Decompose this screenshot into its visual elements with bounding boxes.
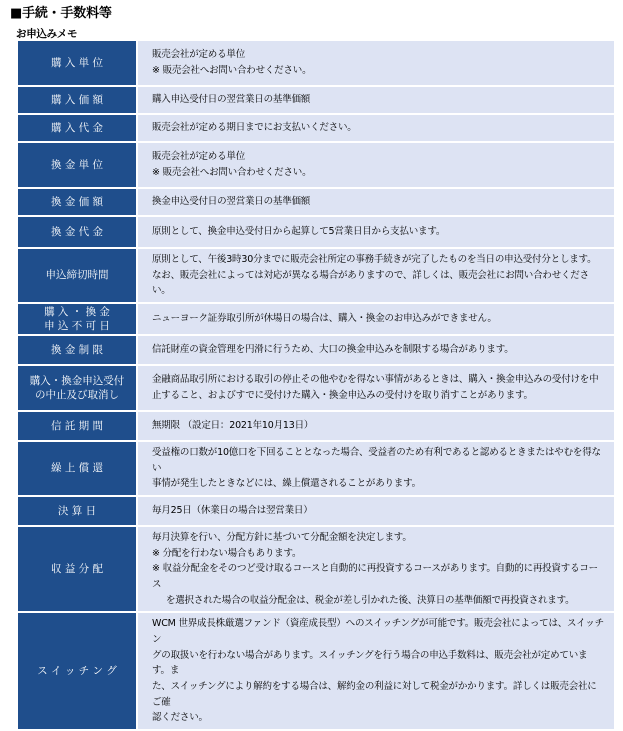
memo-row — [18, 249, 614, 302]
memo-value-line: 事情が発生したときなどには、繰上償還されることがあります。 — [152, 478, 421, 490]
memo-row-label: 購 入 代 金 — [18, 115, 138, 141]
memo-row — [18, 217, 614, 247]
memo-row-label: 購 入 価 額 — [18, 87, 138, 113]
memo-value-line: 販売会社が定める単位 — [152, 151, 246, 163]
memo-value-line: ※ 販売会社へお問い合わせください。 — [152, 167, 312, 178]
memo-value-line: ※ 分配を行わない場合もあります。 — [152, 547, 302, 559]
memo-row-label: 購入・換金申込受付 の中止及び取消し — [18, 366, 138, 410]
memo-row-value — [138, 143, 614, 187]
memo-value-line: 金融商品取引所における取引の停止その他やむを得ない事情があるときは、購入・換金申込みの受付けを中 — [152, 374, 599, 386]
memo-row-label: 決 算 日 — [18, 497, 138, 525]
memo-row-value — [138, 442, 614, 495]
memo-row — [18, 613, 614, 729]
memo-row-label: ス イ ッ チ ン グ — [18, 613, 138, 729]
memo-row — [18, 143, 614, 187]
memo-value-line: ニューヨーク証券取引所が休場日の場合は、購入・換金のお申込みができません。 — [152, 313, 497, 325]
memo-row-label: 購 入 単 位 — [18, 41, 138, 85]
memo-row-value — [138, 217, 614, 247]
memo-row-value — [138, 115, 614, 141]
memo-value-line: 換金申込受付日の翌営業日の基準価額 — [152, 196, 311, 208]
memo-value-line: ※ 収益分配金をそのつど受け取るコースと自動的に再投資するコースがあります。自動的に再投資するコース — [152, 563, 598, 591]
memo-row — [18, 497, 614, 525]
memo-row — [18, 412, 614, 440]
memo-row — [18, 115, 614, 141]
memo-row-label: 換 金 価 額 — [18, 189, 138, 215]
memo-row — [18, 336, 614, 364]
memo-row-value — [138, 527, 614, 611]
memo-row — [18, 304, 614, 334]
memo-row-label: 換 金 単 位 — [18, 143, 138, 187]
section-subtitle: お申込みメモ — [16, 28, 78, 40]
memo-row-label: 収 益 分 配 — [18, 527, 138, 611]
memo-row — [18, 442, 614, 495]
memo-row — [18, 189, 614, 215]
memo-row-value — [138, 304, 614, 334]
memo-value-line: 毎月決算を行い、分配方針に基づいて分配金額を決定します。 — [152, 532, 412, 544]
memo-row-label: 購 入 ・ 換 金 申 込 不 可 日 — [18, 304, 138, 334]
memo-row-value — [138, 336, 614, 364]
memo-row-value — [138, 87, 614, 113]
application-memo-table — [18, 39, 614, 731]
memo-value-line: ※ 販売会社へお問い合わせください。 — [152, 65, 312, 76]
memo-row — [18, 366, 614, 410]
memo-value-line: 原則として、換金申込受付日から起算して5営業日目から支払います。 — [152, 226, 446, 238]
memo-value-line: 毎月25日（休業日の場合は翌営業日） — [152, 505, 313, 517]
memo-row-label: 換 金 制 限 — [18, 336, 138, 364]
memo-value-line: 無期限 （設定日：2021年10月13日） — [152, 420, 314, 432]
memo-row — [18, 87, 614, 113]
memo-row-value — [138, 41, 614, 85]
memo-value-line: なお、販売会社によっては対応が異なる場合がありますので、詳しくは、販売会社にお問い合わせください。 — [152, 269, 589, 297]
memo-value-line: 購入申込受付日の翌営業日の基準価額 — [152, 94, 311, 106]
memo-value-line: を選択された場合の収益分配金は、税金が差し引かれた後、決算日の基準価額で再投資されます。 — [166, 594, 575, 606]
memo-value-line: 販売会社が定める単位 — [152, 49, 246, 61]
memo-row-label: 申込締切時間 — [18, 249, 138, 302]
memo-row-label: 信 託 期 間 — [18, 412, 138, 440]
page-title: ■手続・手数料等 — [10, 6, 112, 21]
memo-value-line: 認ください。 — [152, 712, 208, 724]
memo-value-line: 原則として、午後3時30分までに販売会社所定の事務手続きが完了したものを当日の申込受付分とします。 — [152, 254, 597, 265]
memo-row-value — [138, 189, 614, 215]
memo-row — [18, 527, 614, 611]
memo-table-body — [18, 41, 614, 729]
memo-value-line: グの取扱いを行わない場合があります。スイッチングを行う場合の申込手数料は、販売会社が定めています。ま — [152, 649, 588, 677]
memo-row-value — [138, 249, 614, 302]
memo-row-value — [138, 613, 614, 729]
memo-row-value — [138, 366, 614, 410]
memo-row-value — [138, 497, 614, 525]
memo-row — [18, 41, 614, 85]
memo-value-line: WCM 世界成長株厳選ファンド（資産成長型）へのスイッチングが可能です。販売会社によっては、スイッチン — [152, 618, 604, 646]
memo-row-value — [138, 412, 614, 440]
memo-row-label: 繰 上 償 還 — [18, 442, 138, 495]
memo-value-line: 受益権の口数が10億口を下回ることとなった場合、受益者のため有利であると認めるときまたはやむを得ない — [152, 447, 601, 474]
memo-value-line: 販売会社が定める期日までにお支払いください。 — [152, 122, 357, 134]
memo-row-label: 換 金 代 金 — [18, 217, 138, 247]
memo-value-line: た、スイッチングにより解約をする場合は、解約金の利益に対して税金がかかります。詳しくは販売会社にご確 — [152, 681, 597, 708]
memo-value-line: 信託財産の資金管理を円滑に行うため、大口の換金申込みを制限する場合があります。 — [152, 344, 514, 356]
memo-value-line: 止すること、およびすでに受付けた購入・換金申込みの受付けを取り消すことがあります。 — [152, 390, 533, 402]
